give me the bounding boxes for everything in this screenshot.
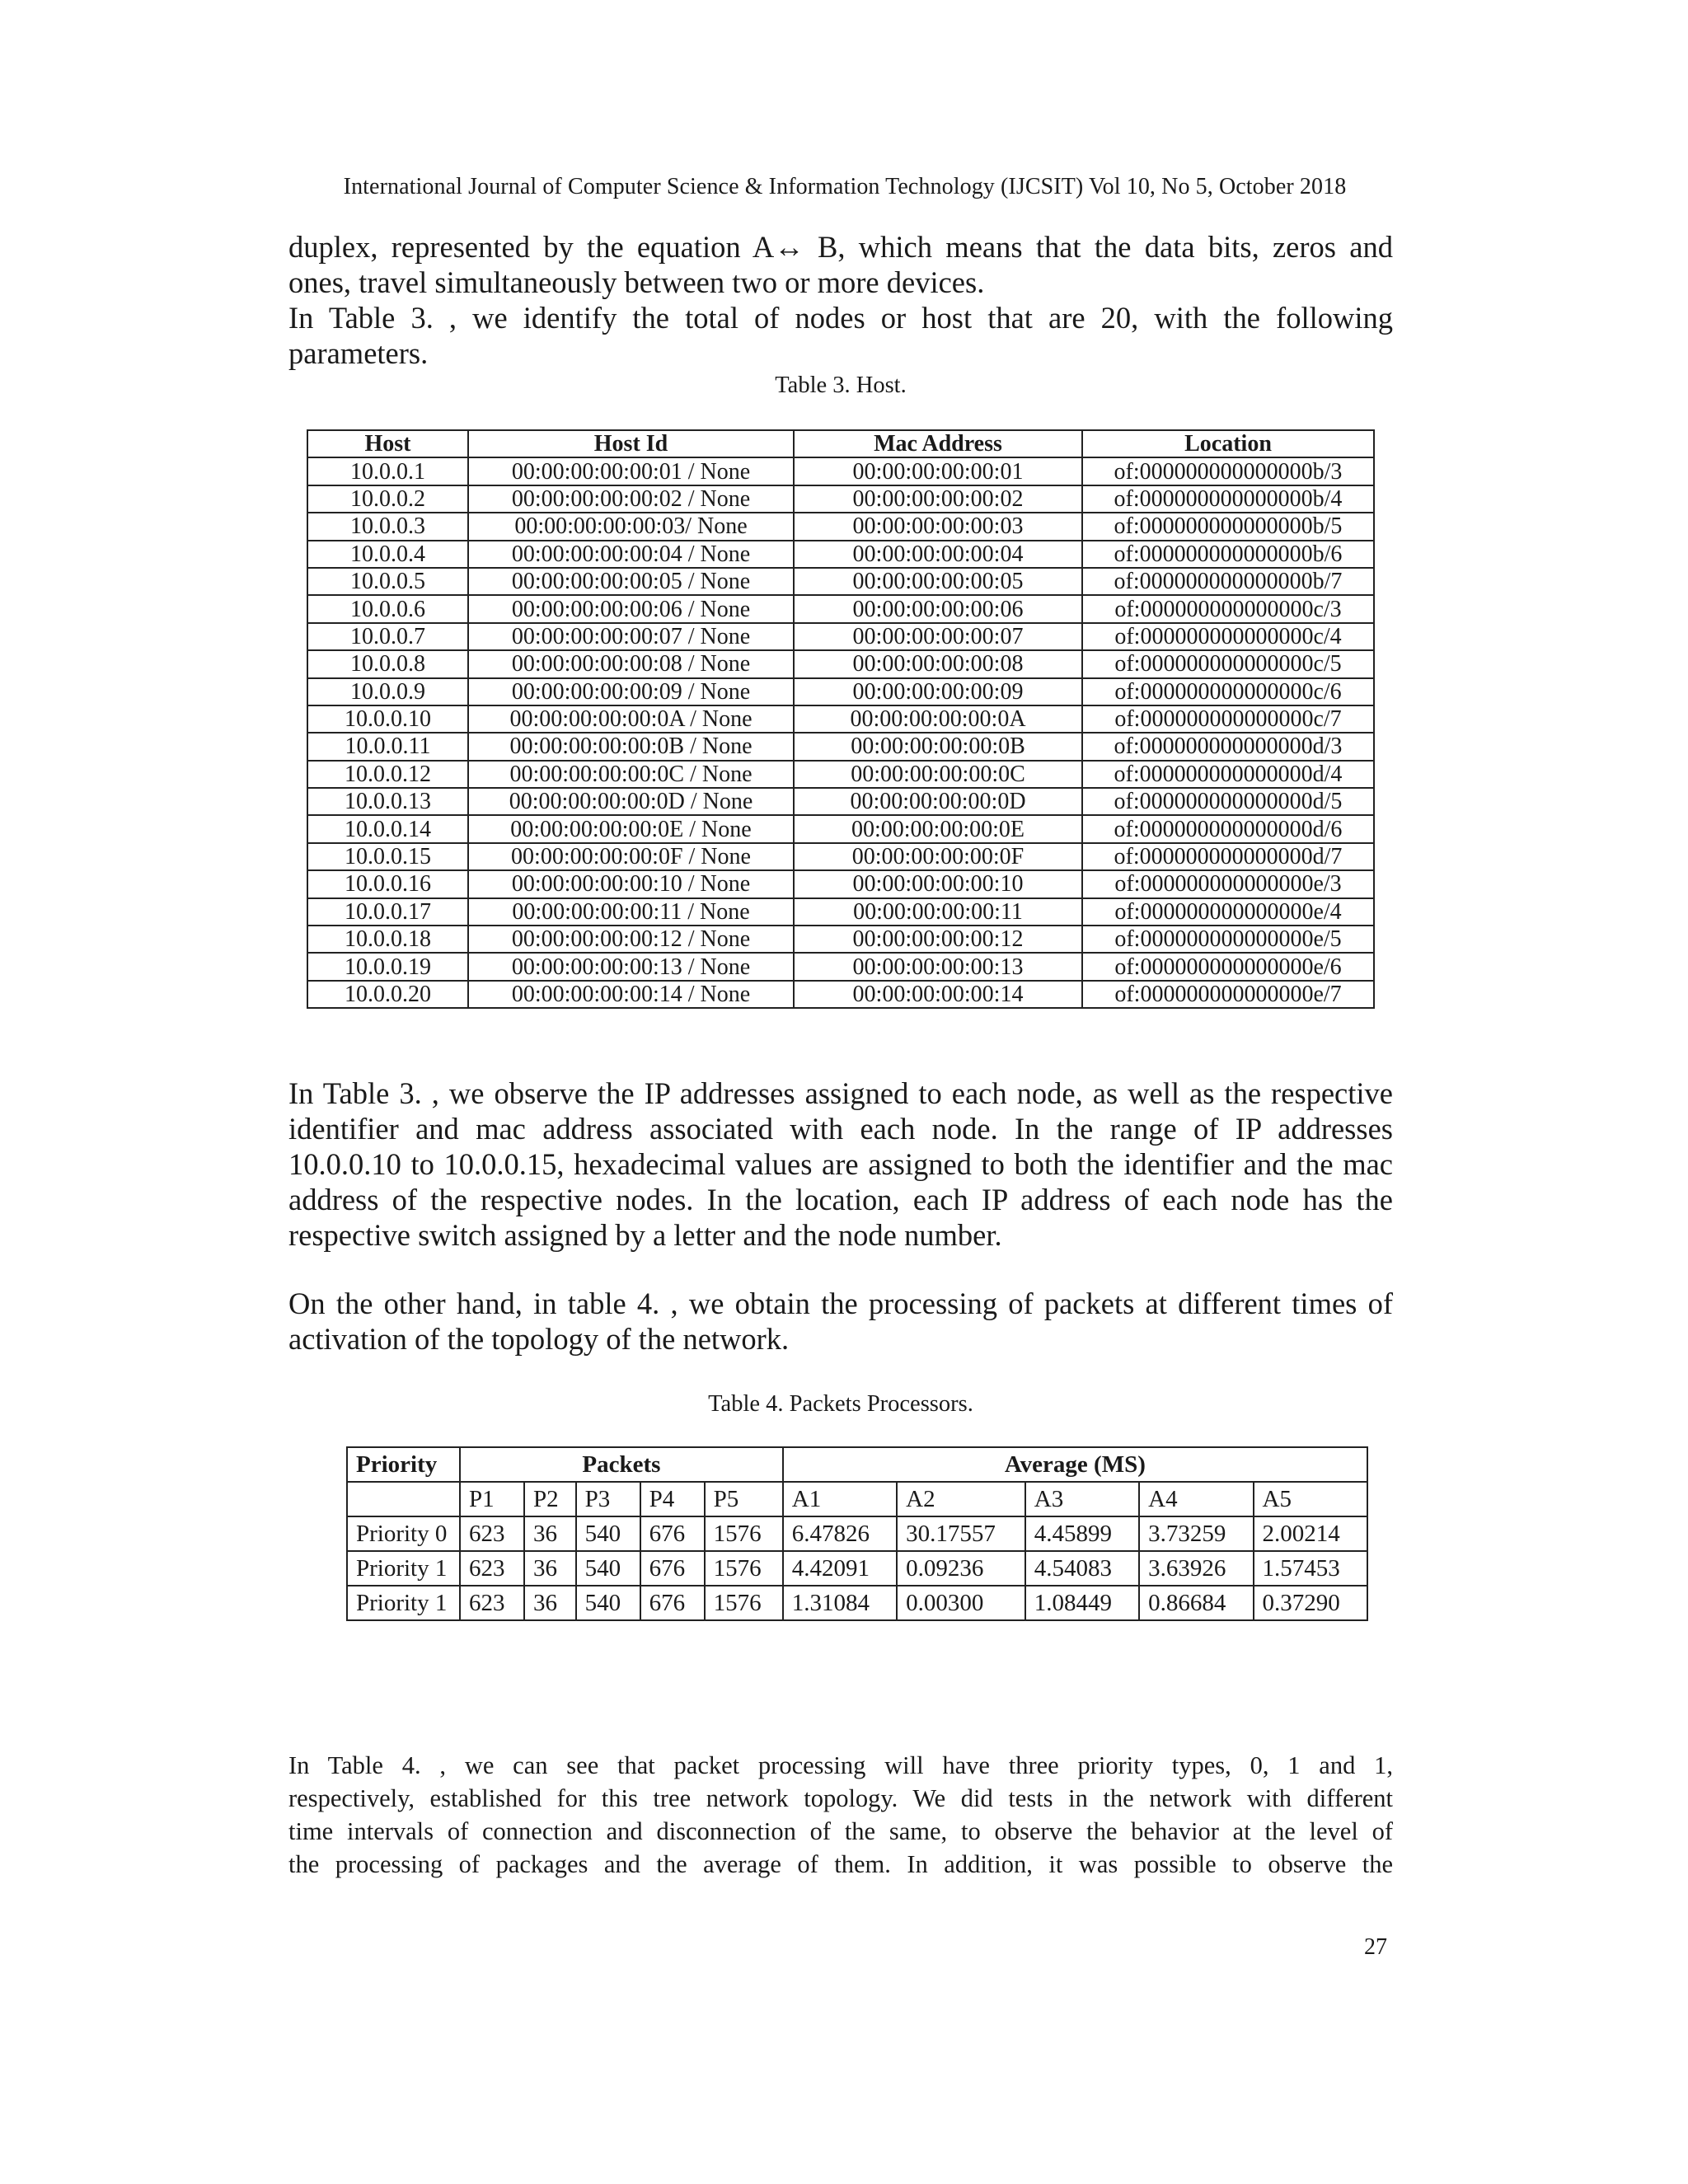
table-cell: 00:00:00:00:00:09 / None [468, 678, 794, 705]
intro-line: parameters. [288, 336, 429, 370]
table-cell: 00:00:00:00:00:02 [794, 485, 1082, 513]
table4-caption: Table 4. Packets Processors. [708, 1391, 973, 1417]
column-header: Host [307, 430, 468, 457]
table-row [307, 733, 1374, 760]
table-cell: of:000000000000000e/6 [1082, 953, 1374, 980]
empty-cell [347, 1482, 460, 1516]
paragraph-line: respective switch assigned by a letter and the node number. [288, 1218, 1002, 1252]
table-cell: 36 [524, 1551, 576, 1586]
table-cell: 00:00:00:00:00:01 / None [468, 457, 794, 485]
table-cell: of:000000000000000e/3 [1082, 870, 1374, 898]
table-cell: of:000000000000000b/6 [1082, 541, 1374, 568]
table-cell: of:000000000000000e/7 [1082, 981, 1374, 1008]
subheader-cell: A3 [1025, 1482, 1139, 1516]
table-cell: 1576 [705, 1586, 783, 1620]
table-cell: 10.0.0.16 [307, 870, 468, 898]
table-cell: of:000000000000000e/4 [1082, 898, 1374, 926]
table-cell: of:000000000000000d/5 [1082, 788, 1374, 815]
table-cell: 00:00:00:00:00:05 [794, 568, 1082, 595]
table-row [307, 513, 1374, 540]
table-cell: 00:00:00:00:00:0A / None [468, 705, 794, 733]
table-cell: 676 [640, 1516, 705, 1551]
table-cell: 623 [460, 1586, 524, 1620]
intro-line: duplex, represented by the equation A↔ B, which means that the data bits, zeros and [288, 230, 1393, 264]
table-cell: 1.57453 [1254, 1551, 1367, 1586]
paragraph-line: activation of the topology of the network. [288, 1322, 790, 1356]
table-cell: 4.42091 [783, 1551, 897, 1586]
table-cell: 10.0.0.20 [307, 981, 468, 1008]
table-cell: 00:00:00:00:00:0B / None [468, 733, 794, 760]
subheader-cell: P3 [576, 1482, 640, 1516]
table-cell: 676 [640, 1551, 705, 1586]
table-cell: 6.47826 [783, 1516, 897, 1551]
table-row [307, 457, 1374, 485]
table-row [347, 1516, 1367, 1551]
journal-header: International Journal of Computer Science & Information Technology (IJCSIT) Vol 10, No 5, October 2018 [343, 174, 1347, 199]
table-cell: 10.0.0.19 [307, 953, 468, 980]
subheader-cell: A1 [783, 1482, 897, 1516]
table-cell: 00:00:00:00:00:06 / None [468, 595, 794, 622]
table-row [307, 568, 1374, 595]
priority-cell: Priority 1 [347, 1586, 460, 1620]
table-cell: of:000000000000000d/3 [1082, 733, 1374, 760]
table-cell: of:000000000000000d/7 [1082, 843, 1374, 870]
column-header: Mac Address [794, 430, 1082, 457]
table-row [307, 981, 1374, 1008]
table-cell: 540 [576, 1551, 640, 1586]
table-cell: 36 [524, 1516, 576, 1551]
table-cell: 540 [576, 1586, 640, 1620]
table-cell: 00:00:00:00:00:0C [794, 761, 1082, 788]
table-cell: 1576 [705, 1516, 783, 1551]
table-row [307, 870, 1374, 898]
table-cell: of:000000000000000c/5 [1082, 650, 1374, 677]
table-cell: 10.0.0.5 [307, 568, 468, 595]
table-cell: 10.0.0.9 [307, 678, 468, 705]
table-cell: 00:00:00:00:00:10 / None [468, 870, 794, 898]
column-header: Host Id [468, 430, 794, 457]
table-cell: 10.0.0.13 [307, 788, 468, 815]
table-row [307, 843, 1374, 870]
table-cell: 10.0.0.1 [307, 457, 468, 485]
subheader-cell: A2 [897, 1482, 1025, 1516]
table-header-row [307, 430, 1374, 457]
table-cell: 10.0.0.7 [307, 623, 468, 650]
table3-discussion [288, 1076, 1393, 1253]
page-number: 27 [1364, 1934, 1387, 1960]
table3-caption: Table 3. Host. [775, 373, 907, 398]
paragraph-line: In Table 4. , we can see that packet processing will have three priority types, 0, 1 and 1, [288, 1751, 1393, 1779]
table-cell: 00:00:00:00:00:0F / None [468, 843, 794, 870]
table-cell: 10.0.0.8 [307, 650, 468, 677]
table-row [307, 650, 1374, 677]
table-cell: 4.45899 [1025, 1516, 1139, 1551]
priority-header: Priority [347, 1447, 460, 1482]
table-cell: 00:00:00:00:00:01 [794, 457, 1082, 485]
table-cell: 00:00:00:00:00:11 / None [468, 898, 794, 926]
table-cell: 3.73259 [1139, 1516, 1253, 1551]
table-row [307, 541, 1374, 568]
priority-cell: Priority 1 [347, 1551, 460, 1586]
table-cell: 0.37290 [1254, 1586, 1367, 1620]
table-row [307, 926, 1374, 953]
table-cell: 00:00:00:00:00:12 / None [468, 926, 794, 953]
table-cell: 00:00:00:00:00:03 [794, 513, 1082, 540]
table-cell: 0.86684 [1139, 1586, 1253, 1620]
table-cell: 00:00:00:00:00:13 / None [468, 953, 794, 980]
table-cell: 10.0.0.11 [307, 733, 468, 760]
table-cell: 00:00:00:00:00:10 [794, 870, 1082, 898]
table-cell: 0.09236 [897, 1551, 1025, 1586]
table-subheader-row [347, 1482, 1367, 1516]
table-cell: of:000000000000000b/7 [1082, 568, 1374, 595]
table-cell: of:000000000000000c/4 [1082, 623, 1374, 650]
table-cell: 10.0.0.3 [307, 513, 468, 540]
table-cell: 10.0.0.18 [307, 926, 468, 953]
table-cell: of:000000000000000e/5 [1082, 926, 1374, 953]
average-header: Average (MS) [783, 1447, 1367, 1482]
intro-paragraph [288, 229, 1393, 371]
table-cell: of:000000000000000b/4 [1082, 485, 1374, 513]
table-cell: 00:00:00:00:00:04 [794, 541, 1082, 568]
table-row [307, 678, 1374, 705]
table4-discussion [288, 1749, 1393, 1881]
table-cell: of:000000000000000b/5 [1082, 513, 1374, 540]
table-cell: 0.00300 [897, 1586, 1025, 1620]
paragraph-line: identifier and mac address associated with each node. In the range of IP addresses [288, 1112, 1393, 1146]
table-cell: 10.0.0.14 [307, 815, 468, 842]
table-cell: 00:00:00:00:00:08 / None [468, 650, 794, 677]
table-cell: 00:00:00:00:00:0E [794, 815, 1082, 842]
table-cell: 10.0.0.10 [307, 705, 468, 733]
table-cell: 1576 [705, 1551, 783, 1586]
table-cell: of:000000000000000c/3 [1082, 595, 1374, 622]
table-cell: 00:00:00:00:00:14 [794, 981, 1082, 1008]
table-row [347, 1551, 1367, 1586]
table-cell: 10.0.0.12 [307, 761, 468, 788]
table-cell: 00:00:00:00:00:03/ None [468, 513, 794, 540]
paragraph-line: On the other hand, in table 4. , we obtain the processing of packets at different times of [288, 1286, 1393, 1320]
table-cell: 623 [460, 1551, 524, 1586]
table-cell: 3.63926 [1139, 1551, 1253, 1586]
table-cell: 676 [640, 1586, 705, 1620]
paragraph-line: In Table 3. , we observe the IP addresses assigned to each node, as well as the respective [288, 1076, 1393, 1110]
column-header: Location [1082, 430, 1374, 457]
table-row [307, 761, 1374, 788]
host-table [307, 429, 1375, 1009]
table-cell: 4.54083 [1025, 1551, 1139, 1586]
table-cell: 00:00:00:00:00:08 [794, 650, 1082, 677]
table-cell: of:000000000000000c/6 [1082, 678, 1374, 705]
table-cell: 00:00:00:00:00:09 [794, 678, 1082, 705]
table-row [347, 1586, 1367, 1620]
table-cell: 00:00:00:00:00:0A [794, 705, 1082, 733]
table-cell: 10.0.0.6 [307, 595, 468, 622]
table-cell: 00:00:00:00:00:04 / None [468, 541, 794, 568]
table-cell: of:000000000000000d/6 [1082, 815, 1374, 842]
packets-table [346, 1446, 1368, 1621]
table-cell: 00:00:00:00:00:13 [794, 953, 1082, 980]
table-row [307, 485, 1374, 513]
table-cell: 1.08449 [1025, 1586, 1139, 1620]
table-cell: 540 [576, 1516, 640, 1551]
table-row [307, 623, 1374, 650]
paragraph-line: the processing of packages and the average of them. In addition, it was possible to observe the [288, 1850, 1393, 1878]
paragraph-line: respectively, established for this tree network topology. We did tests in the network with different [288, 1784, 1393, 1812]
table-row [307, 788, 1374, 815]
packets-header: Packets [460, 1447, 783, 1482]
table-cell: 00:00:00:00:00:11 [794, 898, 1082, 926]
subheader-cell: P1 [460, 1482, 524, 1516]
table-row [307, 898, 1374, 926]
table-cell: 10.0.0.2 [307, 485, 468, 513]
table-cell: 00:00:00:00:00:02 / None [468, 485, 794, 513]
table-cell: 00:00:00:00:00:07 / None [468, 623, 794, 650]
table-cell: 00:00:00:00:00:14 / None [468, 981, 794, 1008]
table-cell: 00:00:00:00:00:0D [794, 788, 1082, 815]
table-cell: 2.00214 [1254, 1516, 1367, 1551]
table-row [307, 815, 1374, 842]
table-cell: 623 [460, 1516, 524, 1551]
intro-line: ones, travel simultaneously between two or more devices. [288, 265, 985, 299]
table-cell: 00:00:00:00:00:06 [794, 595, 1082, 622]
table-cell: 00:00:00:00:00:07 [794, 623, 1082, 650]
table-cell: 00:00:00:00:00:0F [794, 843, 1082, 870]
table4-intro [288, 1286, 1393, 1357]
table-cell: 00:00:00:00:00:0D / None [468, 788, 794, 815]
table-cell: 10.0.0.4 [307, 541, 468, 568]
table-cell: of:000000000000000c/7 [1082, 705, 1374, 733]
table-row [307, 953, 1374, 980]
table-cell: 30.17557 [897, 1516, 1025, 1551]
paragraph-line: 10.0.0.10 to 10.0.0.15, hexadecimal values are assigned to both the identifier and the mac [288, 1147, 1393, 1181]
table-cell: 00:00:00:00:00:12 [794, 926, 1082, 953]
table-cell: 10.0.0.15 [307, 843, 468, 870]
subheader-cell: A5 [1254, 1482, 1367, 1516]
table-cell: of:000000000000000d/4 [1082, 761, 1374, 788]
paragraph-line: time intervals of connection and disconnection of the same, to observe the behavior at the level of [288, 1817, 1393, 1845]
subheader-cell: P2 [524, 1482, 576, 1516]
intro-line: In Table 3. , we identify the total of nodes or host that are 20, with the following [288, 301, 1393, 335]
paragraph-line: address of the respective nodes. In the location, each IP address of each node has the [288, 1183, 1393, 1216]
subheader-cell: P5 [705, 1482, 783, 1516]
table-cell: 36 [524, 1586, 576, 1620]
table-cell: 10.0.0.17 [307, 898, 468, 926]
priority-cell: Priority 0 [347, 1516, 460, 1551]
table-header-row [347, 1447, 1367, 1482]
table-cell: 1.31084 [783, 1586, 897, 1620]
table-row [307, 595, 1374, 622]
subheader-cell: P4 [640, 1482, 705, 1516]
subheader-cell: A4 [1139, 1482, 1253, 1516]
table-cell: 00:00:00:00:00:0B [794, 733, 1082, 760]
table-cell: 00:00:00:00:00:0E / None [468, 815, 794, 842]
table-cell: 00:00:00:00:00:0C / None [468, 761, 794, 788]
table-cell: 00:00:00:00:00:05 / None [468, 568, 794, 595]
table-row [307, 705, 1374, 733]
table-cell: of:000000000000000b/3 [1082, 457, 1374, 485]
